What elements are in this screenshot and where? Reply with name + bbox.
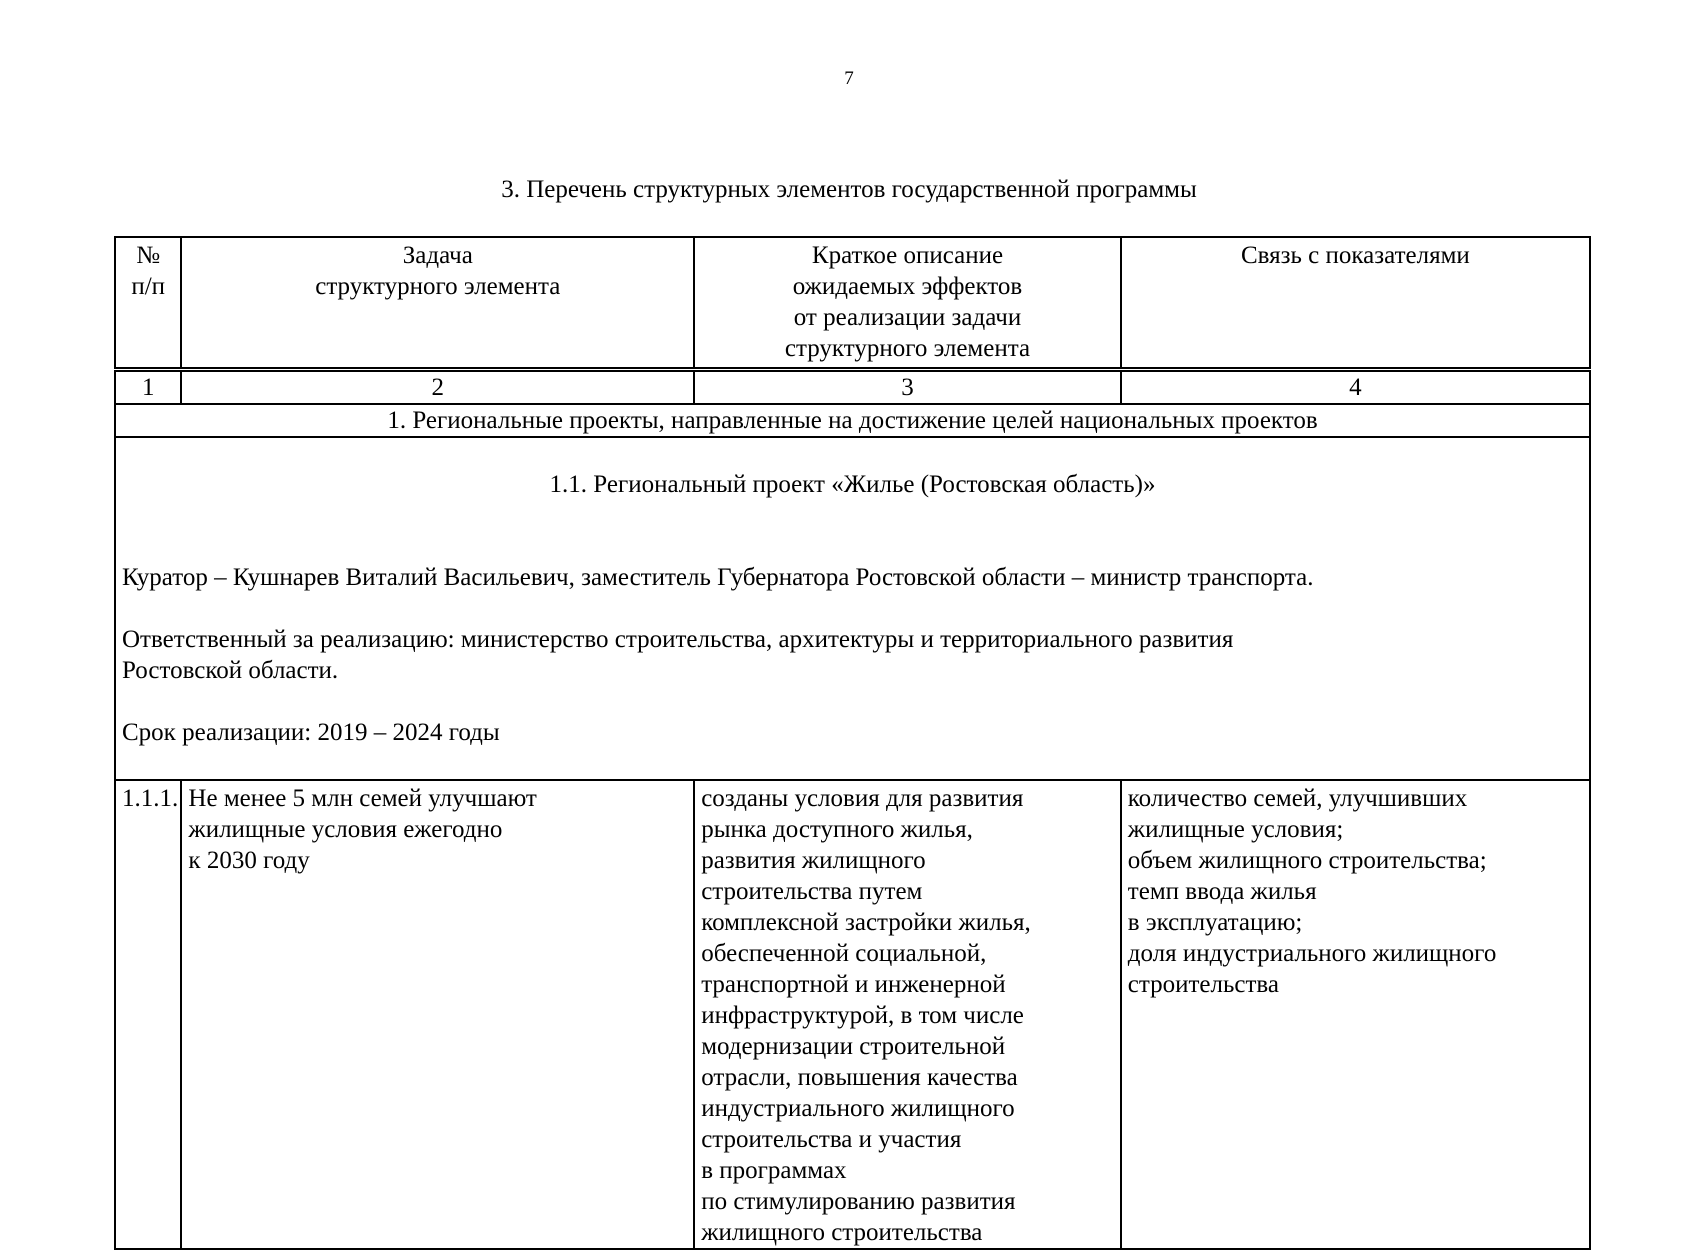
column-number-4: 4	[1121, 370, 1590, 405]
column-number-3: 3	[694, 370, 1121, 405]
structural-elements-table	[114, 236, 1591, 1250]
project-term: Срок реализации: 2019 – 2024 годы	[122, 719, 500, 746]
project-responsible: Ответственный за реализацию: министерство строительства, архитектуры и территориального развития Ростовской области.	[122, 626, 1234, 684]
header-indicators: Связь с показателями	[1121, 237, 1590, 370]
section-row	[115, 404, 1590, 437]
project-title: 1.1. Региональный проект «Жилье (Ростовская область)»	[549, 471, 1156, 498]
project-row	[115, 437, 1590, 780]
section-title: 1. Региональные проекты, направленные на достижение целей национальных проектов	[115, 404, 1590, 437]
row-indicators: количество семей, улучшивших жилищные условия; объем жилищного строительства; темп ввода жилья в эксплуатацию; доля индустриального жилищного строительства	[1121, 780, 1590, 1249]
row-number: 1.1.1.	[115, 780, 181, 1249]
table-header-row	[115, 237, 1590, 370]
header-number: № п/п	[115, 237, 181, 370]
row-effects: созданы условия для развития рынка доступного жилья, развития жилищного строительства путем комплексной застройки жилья, обеспеченной социальной, транспортной и инженерной инфраструктурой, в том числе модернизации строительной отрасли, повышения качества индустриального жилищного строительства и участия в программах по стимулированию развития жилищного строительства	[694, 780, 1121, 1249]
project-curator: Куратор – Кушнарев Виталий Васильевич, заместитель Губернатора Ростовской области – министр транспорта.	[122, 564, 1314, 591]
column-number-row	[115, 370, 1590, 405]
table-row	[115, 780, 1590, 1249]
row-task: Не менее 5 млн семей улучшают жилищные условия ежегодно к 2030 году	[181, 780, 694, 1249]
page-title: 3. Перечень структурных элементов государственной программы	[501, 176, 1197, 203]
column-number-1: 1	[115, 370, 181, 405]
header-effects: Краткое описание ожидаемых эффектов от реализации задачи структурного элемента	[694, 237, 1121, 370]
project-cell	[115, 437, 1590, 780]
header-task: Задача структурного элемента	[181, 237, 694, 370]
page-number: 7	[844, 68, 854, 89]
column-number-2: 2	[181, 370, 694, 405]
